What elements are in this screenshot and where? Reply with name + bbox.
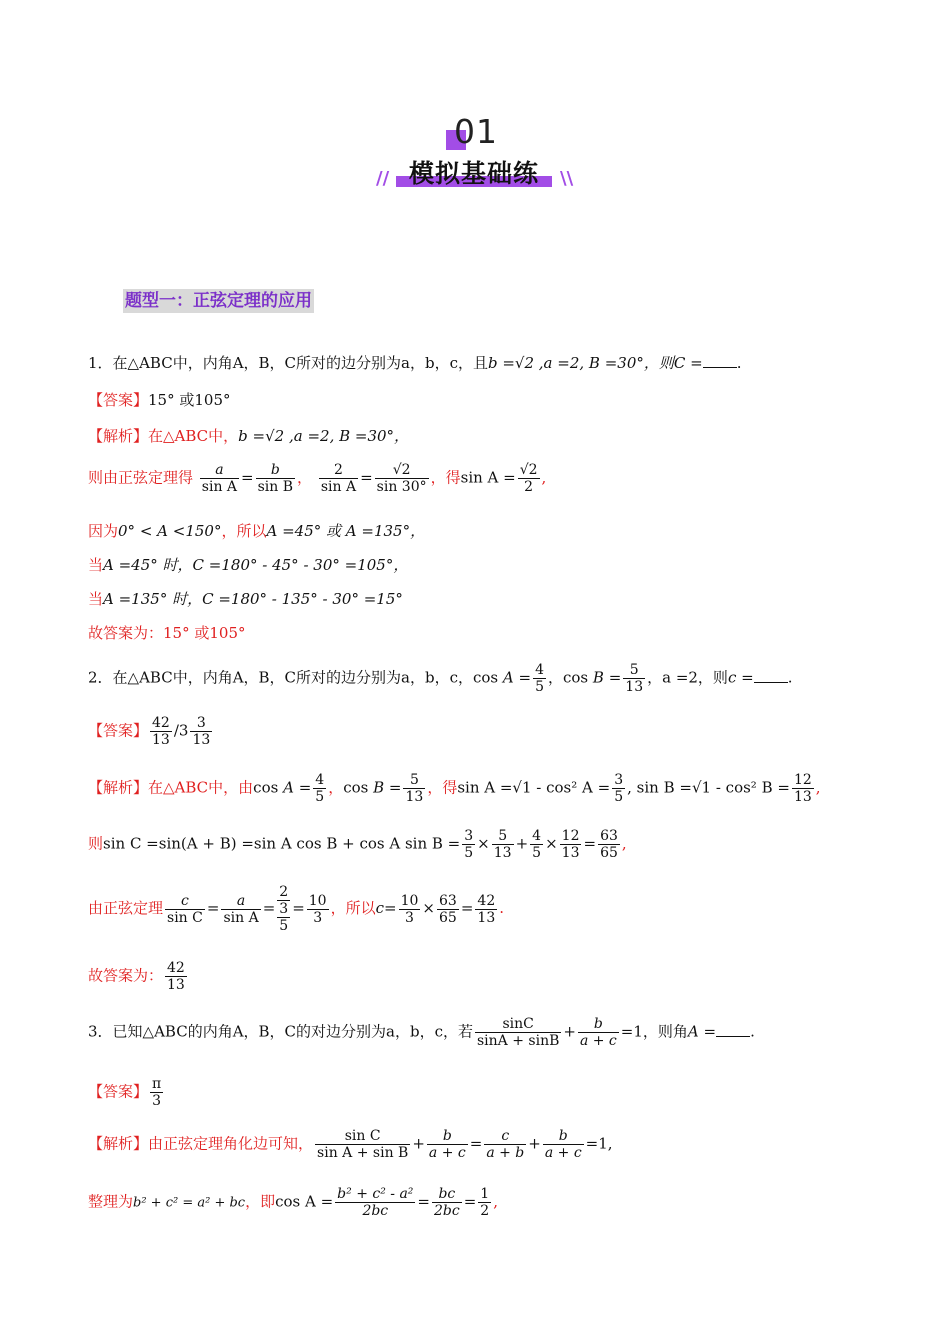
p3-answer-tag: 【答案】: [88, 1082, 149, 1101]
p1-solution-line-2: 则由正弦定理得 $\frac{a}{\text{sin A}}$ = $\frac{b}{\text{sin B}}$ ， $\frac{2}{\text{sin A}}$ = $\frac{√2}{\sin 30^\circ}$ ，得sin A = $\frac{√2}{2}$ ,: [88, 462, 547, 496]
p3-s2-cosA: cos A =: [275, 1192, 334, 1211]
right-slash-decoration: \\: [560, 168, 574, 189]
p1-answer-tag: 【答案】: [88, 391, 149, 409]
p2-stem-ask: c =: [727, 668, 754, 687]
p2-stem-given: ，a =2，则: [647, 668, 728, 687]
p1-s5-case: A =135° 时，C =180° - 135° - 30° =15°: [103, 590, 403, 608]
frac-sqrt2-over-sin30: $\frac{√2}{\sin 30^\circ}$: [376, 462, 427, 496]
problem-1-stem: 1．在△ABC中，内角A，B，C所对的边分别为a，b，c，且b =√2 ,a =2, B =30°，则C = .: [88, 354, 742, 372]
frac-2-over-3-5: 2 3 5: [279, 884, 289, 935]
frac-answer-3-13: $\frac{3}{13}$: [192, 715, 211, 749]
p1-s2-text: 则由正弦定理得: [88, 468, 194, 487]
p1-s3-so: ，所以: [221, 522, 267, 540]
p3-solution-line-2: 整理为b² + c² = a² + bc，即cos A = $\frac{\text{b² + c² - a²}}{2bc}$ = $\frac{bc}{2bc}$ = $\frac{1}{2}$ ,: [88, 1186, 498, 1220]
left-slash-decoration: //: [376, 168, 390, 189]
p3-stem-text: 3．已知△ABC的内角A，B，C的对边分别为a，b，c，若: [88, 1022, 473, 1041]
section-title: 题型一：正弦定理的应用: [125, 291, 312, 311]
p2-stem-text: 2．在△ABC中，内角A，B，C所对的边分别为a，b，c，: [88, 668, 473, 687]
p1-s2-sinA: sin A =: [460, 468, 516, 487]
p1-s4-when: 当: [88, 556, 104, 574]
p2-solution-tag: 【解析】: [88, 778, 149, 797]
frac-2-over-sinA: $\frac{2}{\text{sin A}}$: [320, 462, 357, 496]
frac-a-over-sinA: $\frac{a}{\text{sin A}}$: [201, 462, 238, 496]
p2-answer-blank: [754, 682, 788, 683]
p2-solution-line-4: [88, 960, 189, 993]
p2-answer-mid: /3: [173, 721, 189, 740]
frac-sinA-3-5: $\frac{3}{5}$: [614, 772, 624, 806]
p3-solution-line-1: 【解析】由正弦定理角化边可知， $\frac{\text{sin C}}{\text{sin A + sin B}}$ + $\frac{b}{a + c}$ = $\frac{c}{a + b}$ + $\frac{b}{a + c}$ =1,: [88, 1128, 613, 1162]
p1-answer-value: 15° 或105°: [148, 391, 231, 409]
p1-s4-case: A =45° 时，C =180° - 45° - 30° =105°，: [103, 556, 409, 574]
p3-stem-given: =1，则角: [620, 1022, 688, 1041]
p1-s3-result: A =45° 或 A =135°，: [266, 522, 426, 540]
frac-final-42-13: $\frac{42}{13}$: [167, 960, 185, 994]
frac-answer-42-13: $\frac{42}{13}$: [152, 715, 170, 749]
p3-answer-blank: [716, 1036, 750, 1037]
p2-s2-formula: sin C =sin(A + B) =sin A cos B + cos A sin B =: [103, 834, 461, 853]
p1-solution-line-1: [88, 425, 409, 446]
p1-solution-line-4: [88, 554, 408, 575]
frac-b-over-sinB: $\frac{b}{\text{sin B}}$: [257, 462, 294, 496]
problem-1-answer: [88, 389, 231, 410]
p1-stem-text: 1．在△ABC中，内角A，B，C所对的边分别为a，b，c，且: [88, 354, 488, 372]
p3-s1-text: 由正弦定理角化边可知，: [148, 1134, 314, 1153]
p2-solution-line-1: 【解析】在△ABC中，由cos A = $\frac{4}{5}$ ，cos B = $\frac{5}{13}$ ，得sin A =√1 - cos² A = $\frac{3}{5}$ , sin B =√1 - cos² B = $\frac{12}{13}$ ,: [88, 772, 821, 806]
p3-s2-relation: b² + c² = a² + bc: [133, 1195, 246, 1211]
badge-number: 01: [454, 112, 498, 151]
frac-sinC-over-sum: $\frac{\sin C}{\sin A + \sin B}$: [476, 1016, 560, 1050]
frac-cosB: $\frac{5}{13}$: [625, 662, 644, 696]
p2-s1-text: 在△ABC中，由: [148, 778, 254, 797]
frac-sinB-12-13: $\frac{12}{13}$: [793, 772, 812, 806]
frac-pi-over-3: $\frac{\pi}{3}$: [152, 1076, 162, 1110]
p2-solution-line-2: 则sin C =sin(A + B) =sin A cos B + cos A sin B = $\frac{3}{5}$ × $\frac{5}{13}$ + $\frac{4}{5}$ × $\frac{12}{13}$ = $\frac{63}{65}$ ,: [88, 828, 627, 862]
p2-solution-line-3: 由正弦定理 $\frac{c}{\text{sin C}}$ = $\frac{a}{\text{sin A}}$ = 2 3 5 = $\frac{10}{3}$ ，所以c= $\frac{10}{3}$ × $\frac{63}{65}$ = $\frac{42}{13}$ .: [88, 884, 505, 935]
p3-solution-tag: 【解析】: [88, 1134, 149, 1153]
problem-3-answer: [88, 1076, 165, 1109]
p1-solution-tag: 【解析】: [88, 427, 149, 445]
p1-s3-range: 0° < A <150°: [118, 522, 222, 540]
p2-s2-then: 则: [88, 834, 104, 853]
p3-s2-text: 整理为: [88, 1192, 134, 1211]
p1-s3-because: 因为: [88, 522, 119, 540]
p2-s3-text: 由正弦定理: [88, 899, 164, 918]
p1-s1-text: 在△ABC中，: [148, 427, 239, 445]
badge-title: 模拟基础练: [408, 159, 539, 188]
p2-s4-text: 故答案为：: [88, 966, 164, 985]
p3-s2-that-is: ，即: [245, 1192, 276, 1211]
p2-answer-tag: 【答案】: [88, 721, 149, 740]
p1-solution-line-3: [88, 520, 425, 541]
p3-stem-ask: A =: [687, 1022, 717, 1041]
p1-stem-given: b =√2 ,a =2, B =30°，则C =: [487, 354, 703, 372]
problem-2-answer: [88, 715, 214, 748]
p2-s3-so: ，所以: [330, 899, 376, 918]
frac-sinC-63-65: $\frac{63}{65}$: [600, 828, 618, 862]
p1-solution-line-5: [88, 588, 403, 609]
p1-s1-math: b =√2 ,a =2, B =30°，: [238, 427, 410, 445]
p1-s5-when: 当: [88, 590, 104, 608]
p1-s2-get: ，得: [430, 468, 461, 487]
p1-answer-blank: [703, 367, 737, 368]
section-header-badge: [374, 112, 574, 202]
p1-solution-line-6: 故答案为：15° 或105°: [88, 624, 246, 642]
p2-s1-sinB: , sin B =√1 - cos² B =: [627, 778, 790, 797]
problem-2-stem: 2．在△ABC中，内角A，B，C所对的边分别为a，b，c，cos A = $\frac{4}{5}$ ，cos B = $\frac{5}{13}$ ，a =2，则c = .: [88, 662, 793, 696]
problem-3-stem: 3．已知△ABC的内角A，B，C的对边分别为a，b，c，若 $\frac{\sin C}{\sin A + \sin B}$ + $\frac{b}{a + c}$ =1，则角A = .: [88, 1016, 755, 1050]
p2-s1-sinA: sin A =√1 - cos² A =: [457, 778, 611, 797]
p3-s1-eq: =1,: [585, 1134, 613, 1153]
p2-s1-get: ，得: [427, 778, 458, 797]
frac-sqrt2-over-2: $\frac{√2}{2}$: [519, 462, 538, 496]
frac-cosA: $\frac{4}{5}$: [535, 662, 544, 696]
